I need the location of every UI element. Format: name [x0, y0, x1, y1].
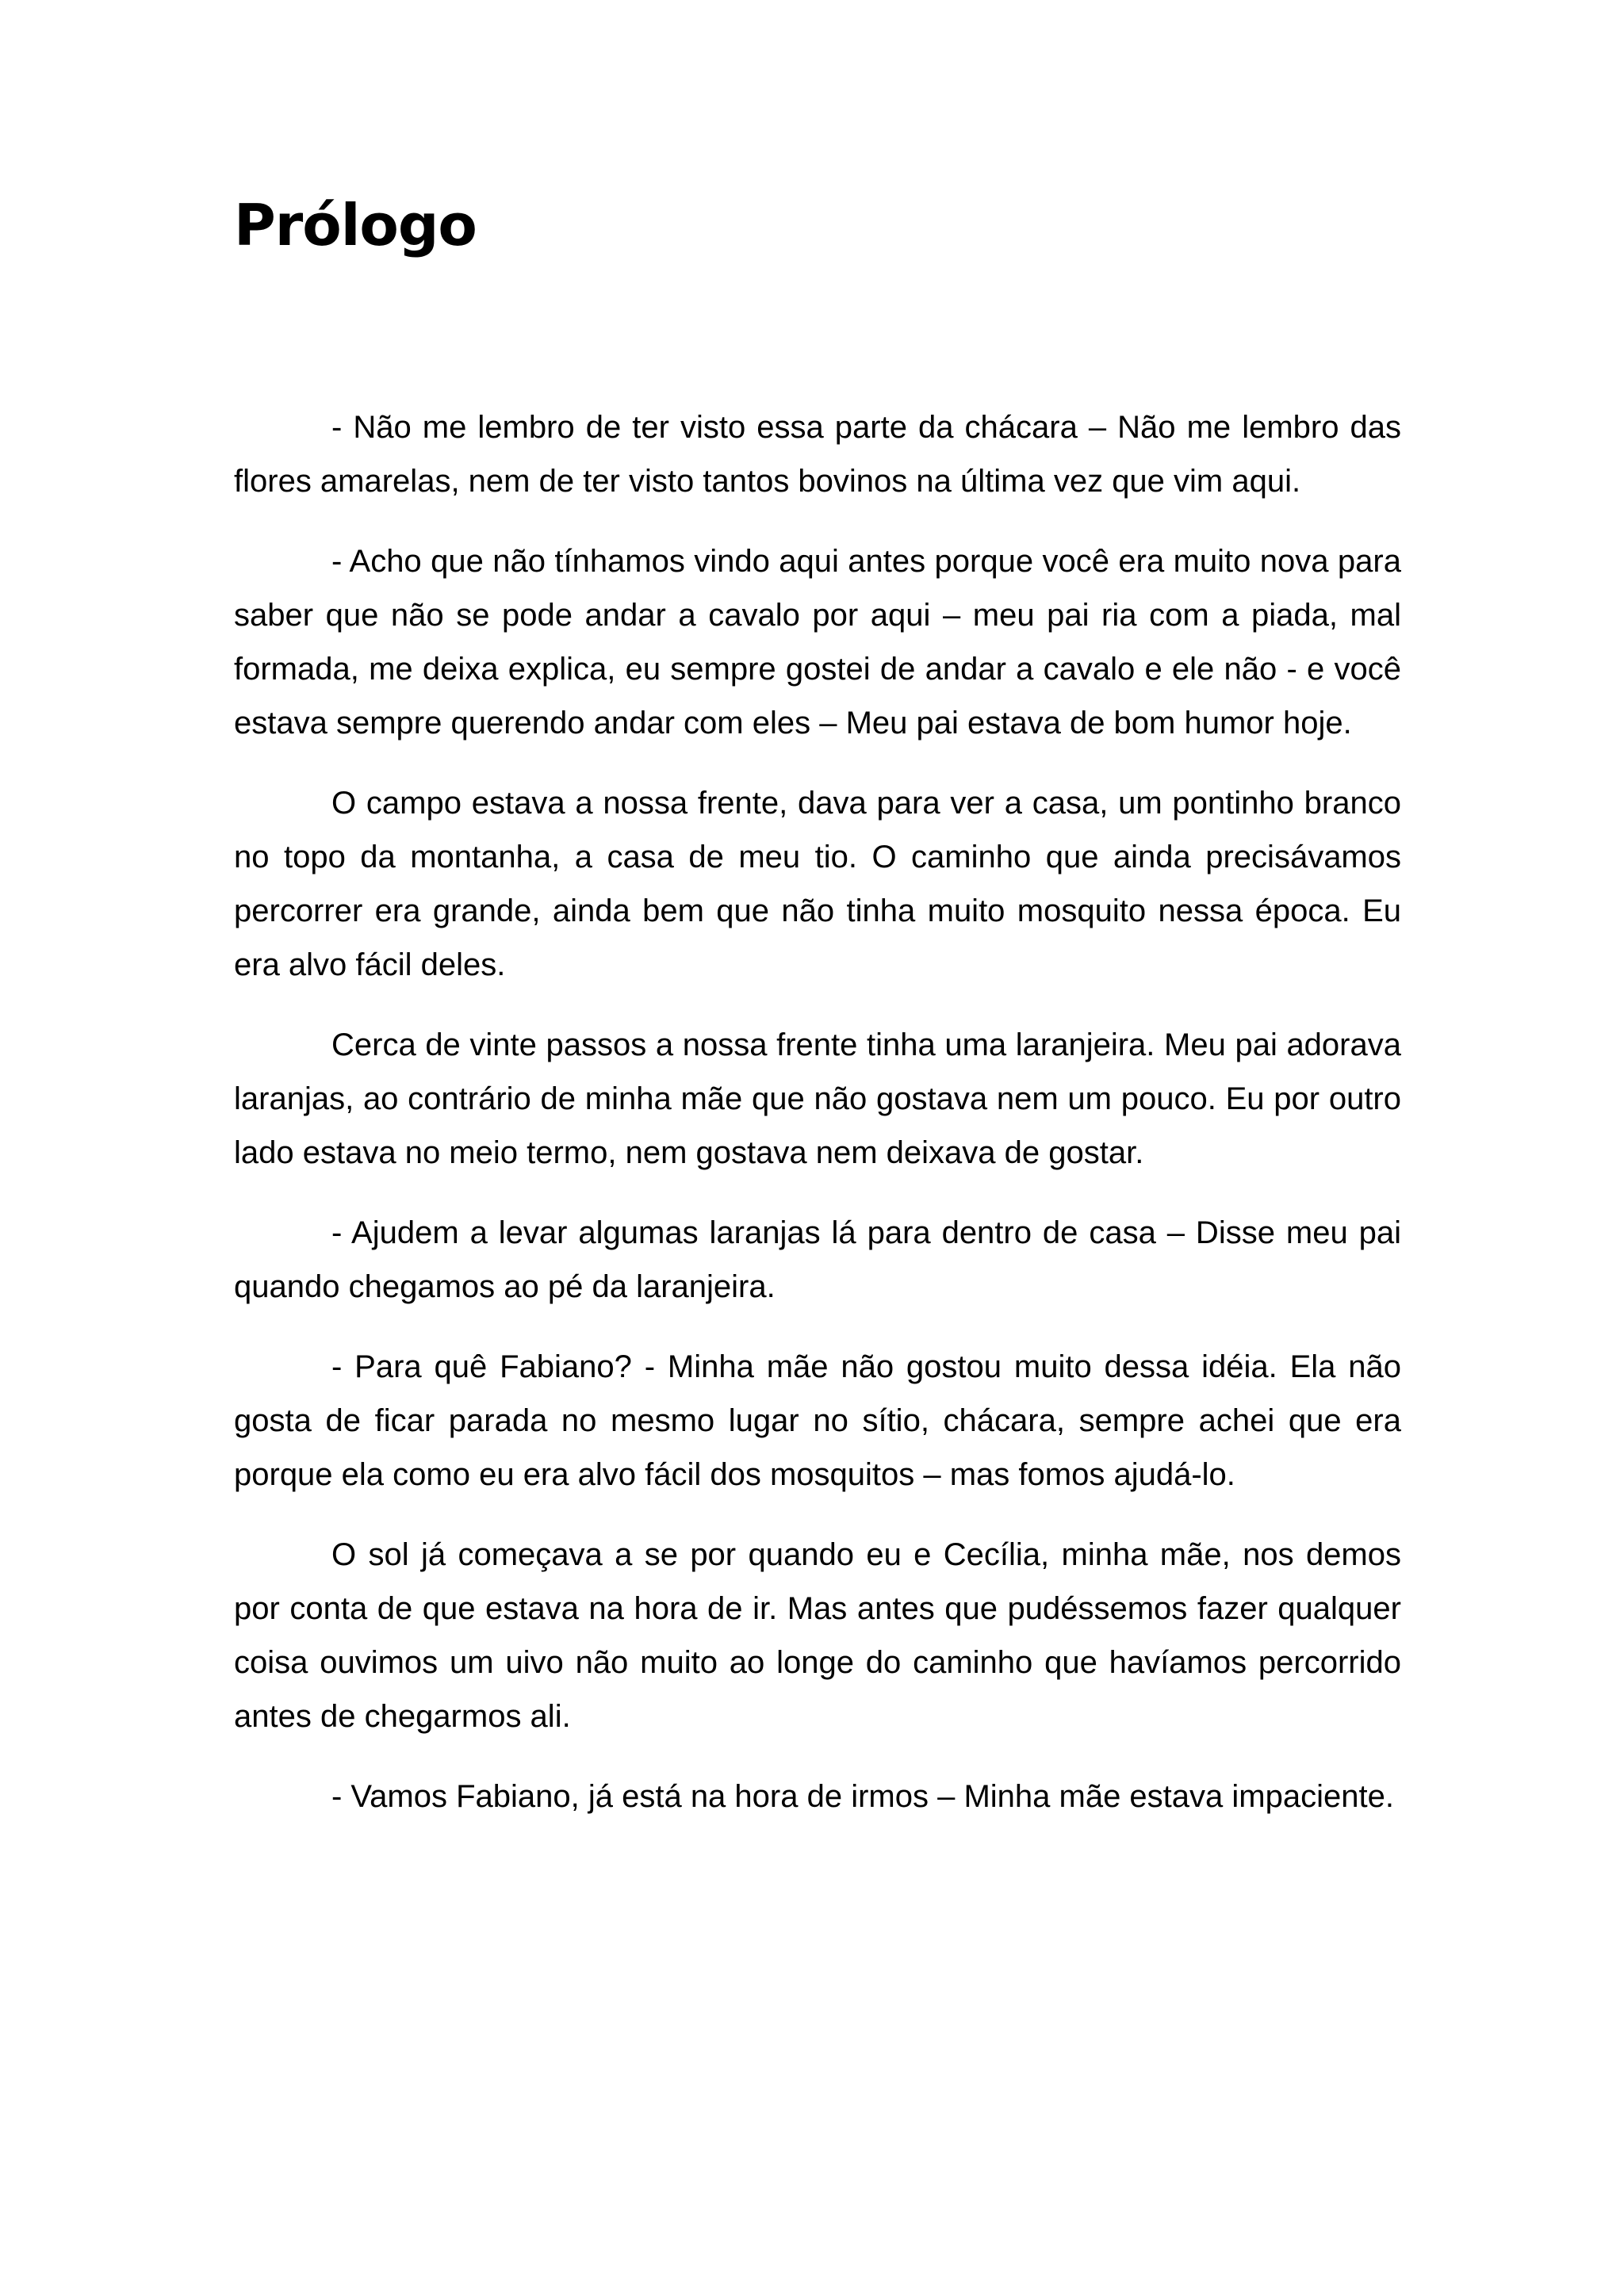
paragraph: - Vamos Fabiano, já está na hora de irmos – Minha mãe estava impaciente. [331, 1779, 1394, 1814]
paragraph: - Não me lembro de ter visto essa parte da chácara – Não me lembro das flores amarelas, nem de ter visto tantos bovinos na última vez que vim aqui. [234, 410, 1401, 499]
paragraph: - Acho que não tínhamos vindo aqui antes porque você era muito nova para saber que não se pode andar a cavalo por aqui – meu pai ria com a piada, mal formada, me deixa explica, eu sempre gostei de andar a cavalo e ele não - e você estava sempre querendo andar com eles – Meu pai estava de bom humor hoje. [234, 544, 1401, 740]
paragraph: Cerca de vinte passos a nossa frente tinha uma laranjeira. Meu pai adorava laranjas, ao contrário de minha mãe que não gostava nem um pouco. Eu por outro lado estava no meio termo, nem gostava nem deixava de gostar. [234, 1027, 1401, 1170]
paragraph: O sol já começava a se por quando eu e Cecília, minha mãe, nos demos por conta de que estava na hora de ir. Mas antes que pudéssemos fazer qualquer coisa ouvimos um uivo não muito ao longe do caminho que havíamos percorrido antes de chegarmos ali. [234, 1537, 1401, 1734]
paragraph: O campo estava a nossa frente, dava para ver a casa, um pontinho branco no topo da montanha, a casa de meu tio. O caminho que ainda precisávamos percorrer era grande, ainda bem que não tinha muito mosquito nessa época. Eu era alvo fácil deles. [234, 786, 1401, 982]
paragraph: - Para quê Fabiano? - Minha mãe não gostou muito dessa idéia. Ela não gosta de ficar parada no mesmo lugar no sítio, chácara, sempre achei que era porque ela como eu era alvo fácil dos mosquitos – mas fomos ajudá-lo. [234, 1349, 1401, 1492]
document-body [234, 400, 1401, 1850]
page-title: Prólogo [234, 192, 477, 258]
paragraph: - Ajudem a levar algumas laranjas lá para dentro de casa – Disse meu pai quando chegamos ao pé da laranjeira. [234, 1215, 1401, 1304]
